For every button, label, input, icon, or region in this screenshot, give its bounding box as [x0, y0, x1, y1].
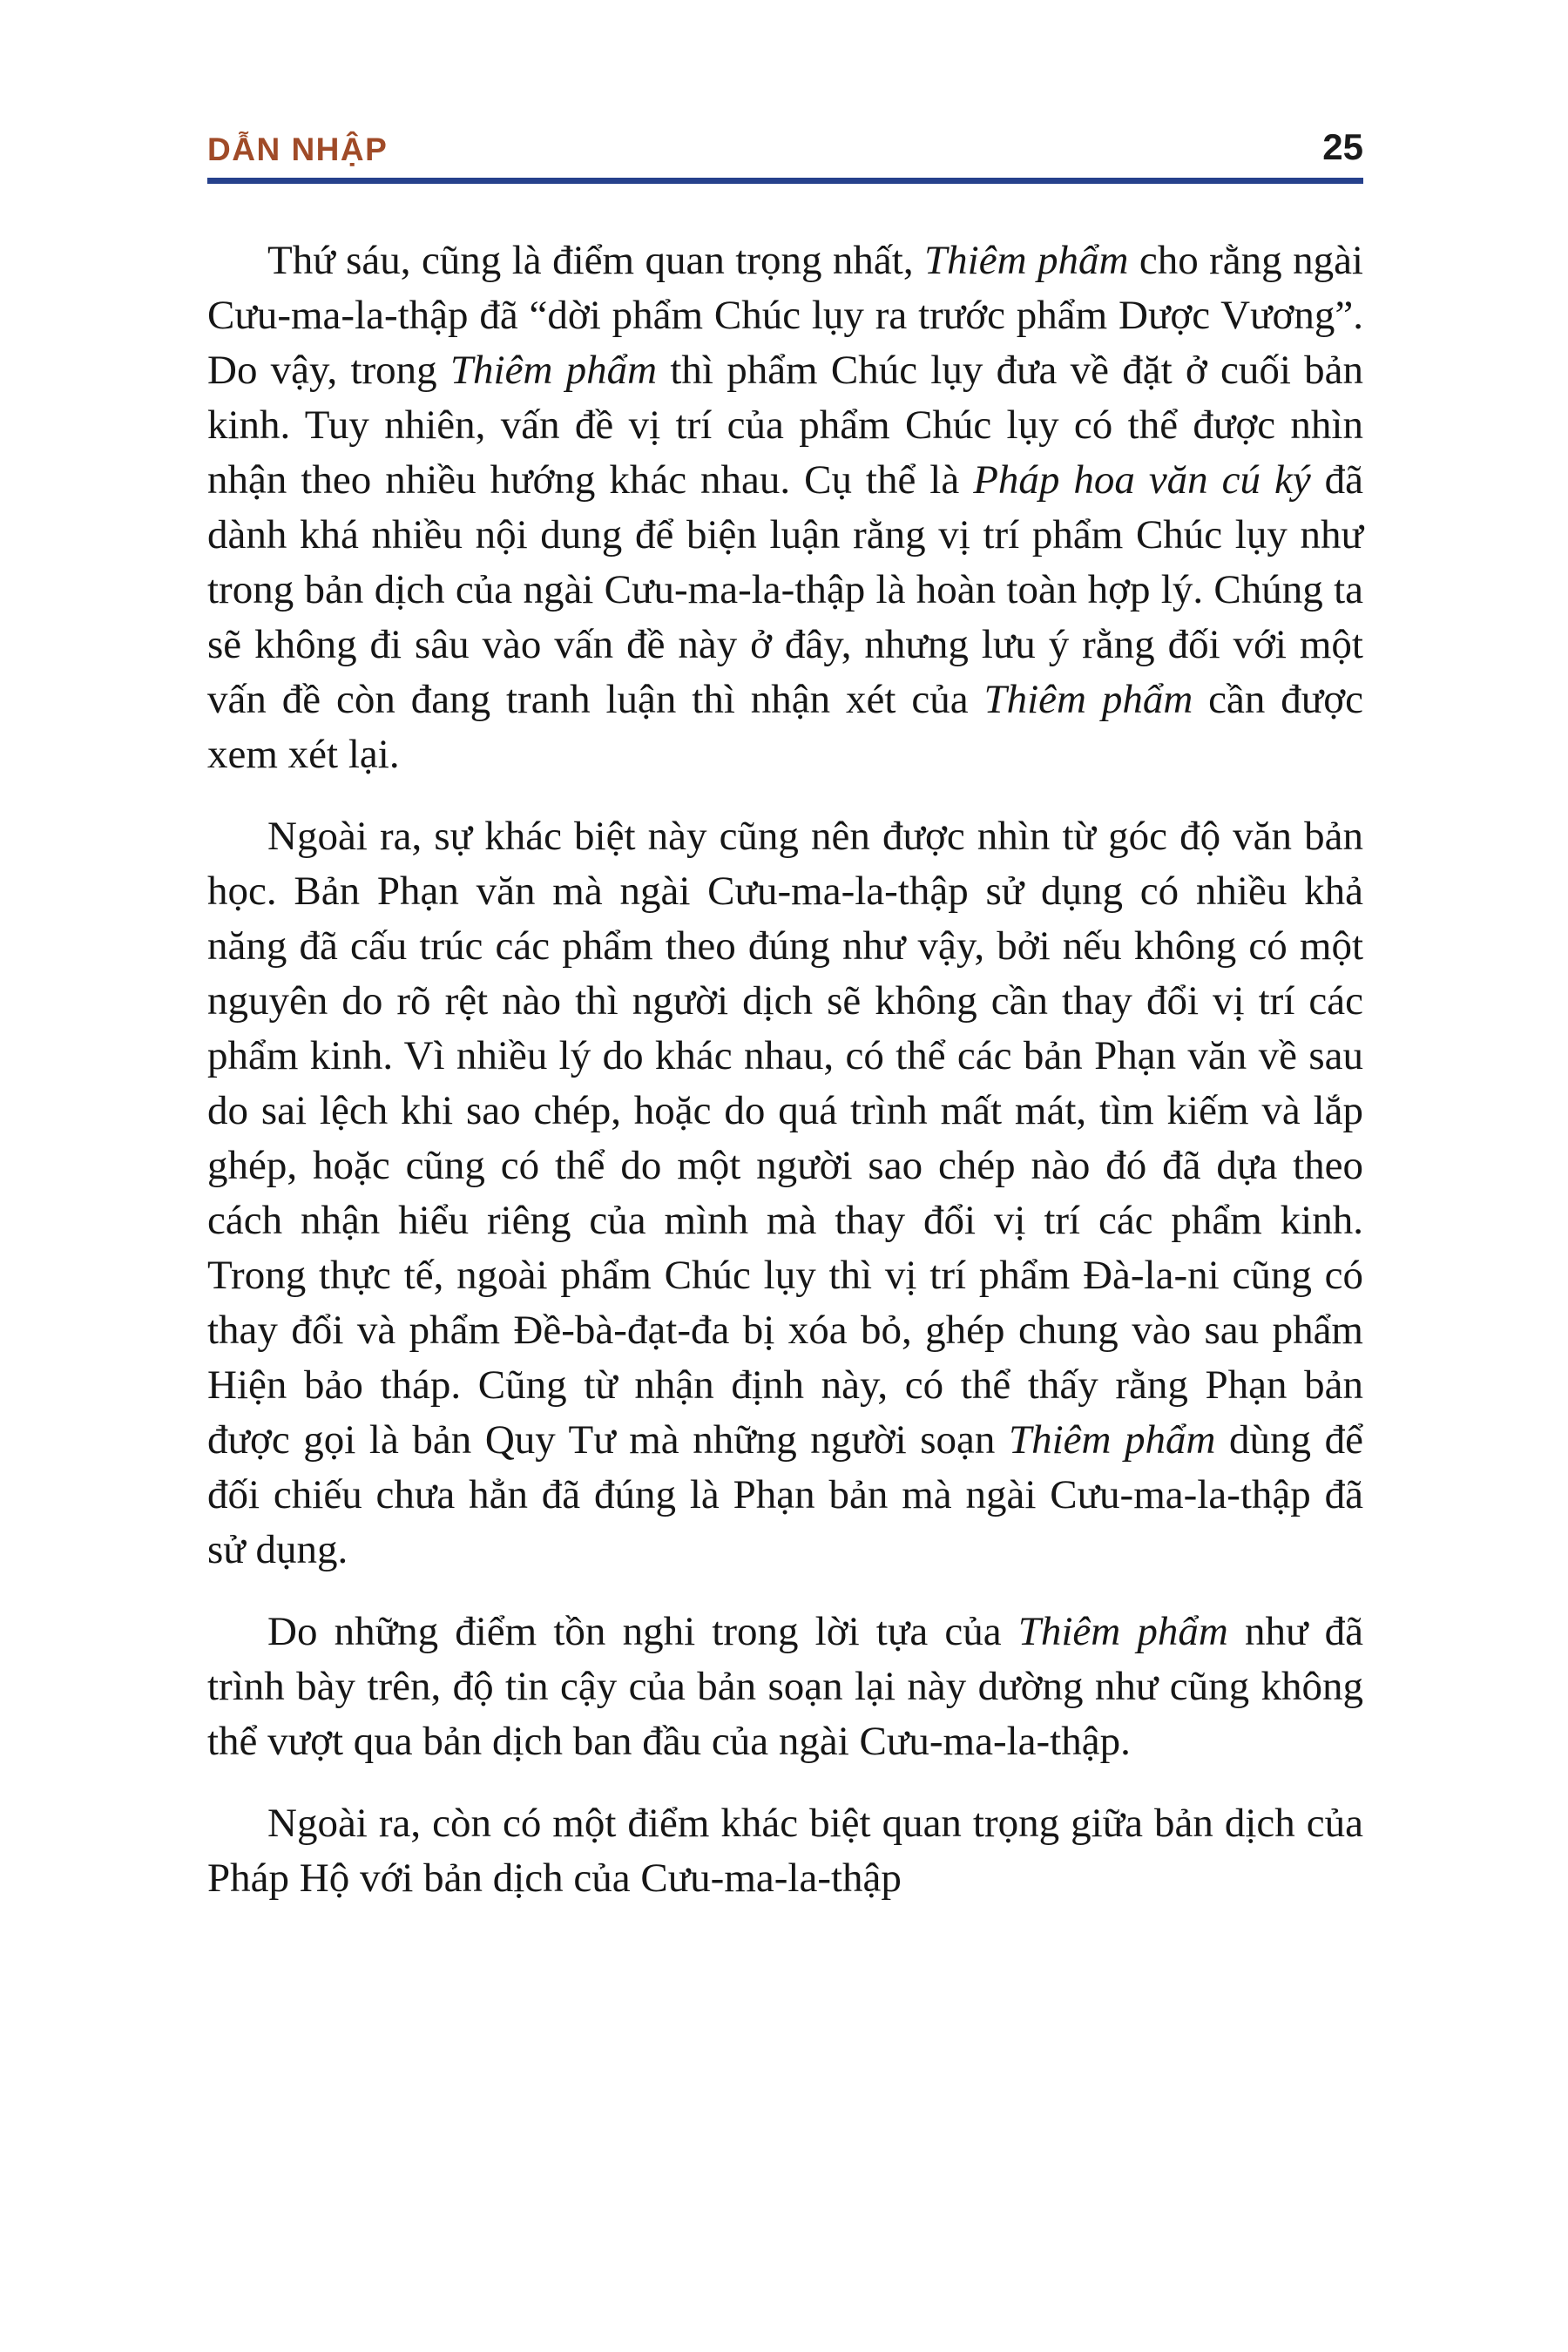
italic-text: Thiêm phẩm	[449, 348, 658, 393]
page-content	[207, 126, 1364, 1906]
header-rule	[207, 178, 1363, 184]
text-run: thì phẩm Chúc lụy đưa về đặt ở cuối bản kinh. Tuy nhiên, vấn đề vị trí của phẩm Chúc lụy có thể được nhìn nhận theo nhiều hướng khác nhau. Cụ thể là	[207, 348, 1363, 503]
section-label: DẪN NHẬP	[207, 132, 389, 167]
text-run: Thứ sáu, cũng là điểm quan trọng nhất,	[267, 238, 925, 283]
paragraph	[207, 1796, 1363, 1906]
italic-text: Thiêm phẩm	[983, 677, 1193, 722]
page-header	[207, 126, 1363, 167]
text-run: Ngoài ra, sự khác biệt này cũng nên được nhìn từ góc độ văn bản học. Bản Phạn văn mà ngài Cưu-ma-la-thập sử dụng có nhiều khả năng đã cấu trúc các phẩm theo đúng như vậy, bởi nếu không có một nguyên do rõ rệt nào thì người dịch sẽ không cần thay đổi vị trí các phẩm kinh. Vì nhiều lý do khác nhau, có thể các bản Phạn văn về sau do sai lệch khi sao chép, hoặc do quá trình mất mát, tìm kiếm và lắp ghép, hoặc cũng có thể do một người sao chép nào đó đã dựa theo cách nhận hiểu riêng của mình mà thay đổi vị trí các phẩm kinh. Trong thực tế, ngoài phẩm Chúc lụy thì vị trí phẩm Đà-la-ni cũng có thay đổi và phẩm Đề-bà-đạt-đa bị xóa bỏ, ghép chung vào sau phẩm Hiện bảo tháp. Cũng từ nhận định này, có thể thấy rằng Phạn bản được gọi là bản Quy Tư mà những người soạn	[207, 814, 1363, 1463]
text-run: Do những điểm tồn nghi trong lời tựa của	[267, 1609, 1018, 1654]
paragraph	[207, 1605, 1363, 1769]
text-run: Ngoài ra, còn có một điểm khác biệt quan trọng giữa bản dịch của Pháp Hộ với bản dịch của Cưu-ma-la-thập	[207, 1801, 1363, 1901]
text-run: đã dành khá nhiều nội dung để biện luận rằng vị trí phẩm Chúc lụy như trong bản dịch của ngài Cưu-ma-la-thập là hoàn toàn hợp lý. Chúng ta sẽ không đi sâu vào vấn đề này ở đây, nhưng lưu ý rằng đối với một vấn đề còn đang tranh luận thì nhận xét của	[207, 457, 1364, 722]
paragraph	[207, 233, 1363, 782]
text-run: như đã trình bày trên, độ tin cậy của bản soạn lại này dường như cũng không thể vượt qua bản dịch ban đầu của ngài Cưu-ma-la-thập.	[207, 1609, 1363, 1764]
text-run: dùng để đối chiếu chưa hẳn đã đúng là Phạn bản mà ngài Cưu-ma-la-thập đã sử dụng.	[207, 1417, 1363, 1572]
body-text	[207, 233, 1363, 1906]
italic-text: Thiêm phẩm	[1008, 1417, 1216, 1463]
italic-text: Pháp hoa văn cú ký	[973, 457, 1311, 503]
italic-text: Thiêm phẩm	[924, 238, 1129, 283]
paragraph	[207, 809, 1363, 1578]
text-run: cho rằng ngài Cưu-ma-la-thập đã “dời phẩm Chúc lụy ra trước phẩm Dược Vương”. Do vậy, trong	[207, 238, 1363, 393]
italic-text: Thiêm phẩm	[1017, 1609, 1228, 1654]
page-number: 25	[1322, 126, 1363, 167]
text-run: cần được xem xét lại.	[207, 677, 1363, 777]
